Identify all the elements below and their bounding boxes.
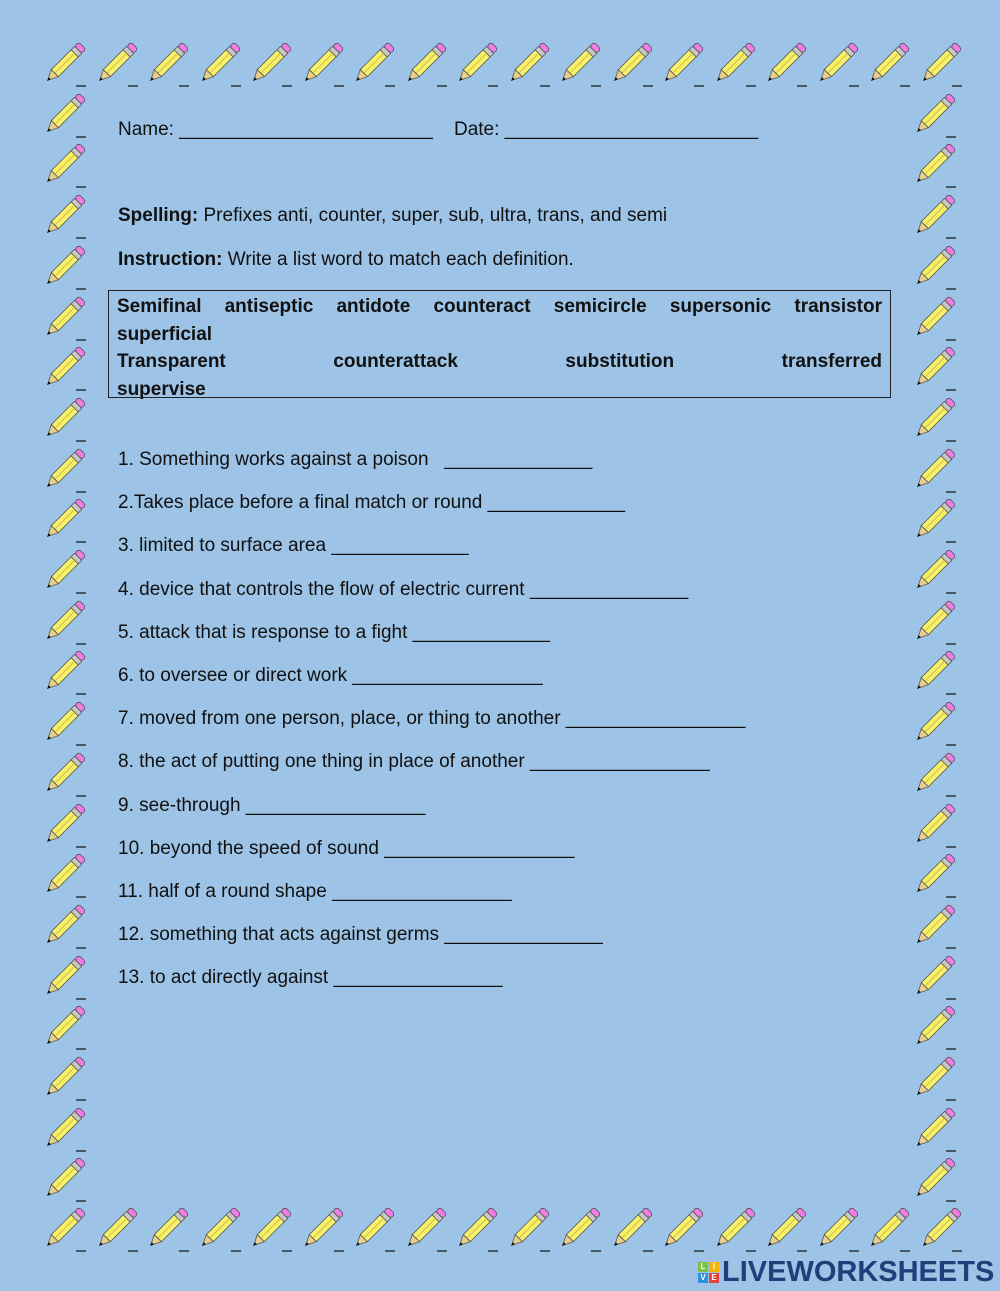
badge-letter: L xyxy=(698,1262,708,1272)
pencil-icon xyxy=(40,1105,88,1153)
pencil-icon xyxy=(710,40,758,88)
pencil-icon xyxy=(910,294,958,342)
pencil-icon xyxy=(40,1155,88,1203)
pencil-icon xyxy=(813,40,861,88)
pencil-icon xyxy=(40,446,88,494)
instruction-line xyxy=(118,249,574,271)
pencil-icon xyxy=(452,40,500,88)
pencil-icon xyxy=(910,598,958,646)
pencil-icon xyxy=(916,1205,964,1253)
pencil-icon xyxy=(40,648,88,696)
pencil-icon xyxy=(40,243,88,291)
pencil-icon xyxy=(910,851,958,899)
pencil-icon xyxy=(40,851,88,899)
pencil-icon xyxy=(40,902,88,950)
pencil-icon xyxy=(246,1205,294,1253)
pencil-icon xyxy=(40,141,88,189)
pencil-icon xyxy=(246,40,294,88)
pencil-icon xyxy=(910,496,958,544)
pencil-icon xyxy=(40,801,88,849)
pencil-icon xyxy=(910,192,958,240)
pencil-icon xyxy=(910,243,958,291)
word-list-line: superficial xyxy=(117,323,213,345)
pencil-icon xyxy=(40,192,88,240)
question-8[interactable]: 8. the act of putting one thing in place of another _________________ xyxy=(118,751,710,773)
pencil-icon xyxy=(40,598,88,646)
spelling-label: Spelling: xyxy=(118,205,199,226)
pencil-icon xyxy=(143,1205,191,1253)
pencil-icon xyxy=(504,40,552,88)
question-10[interactable]: 10. beyond the speed of sound __________________ xyxy=(118,837,575,859)
liveworksheets-logo xyxy=(698,1256,994,1289)
pencil-icon xyxy=(452,1205,500,1253)
pencil-icon xyxy=(910,648,958,696)
badge-letter: I xyxy=(709,1262,719,1272)
spelling-line xyxy=(118,205,667,227)
pencil-icon xyxy=(40,750,88,798)
question-11[interactable]: 11. half of a round shape _________________ xyxy=(118,881,512,902)
pencil-icon xyxy=(195,40,243,88)
pencil-icon xyxy=(143,40,191,88)
pencil-icon xyxy=(910,1054,958,1102)
pencil-icon xyxy=(864,1205,912,1253)
spelling-text: Prefixes anti, counter, super, sub, ultra, trans, and semi xyxy=(198,205,668,226)
pencil-icon xyxy=(298,1205,346,1253)
name-label: Name: ________________________ xyxy=(118,119,433,140)
pencil-icon xyxy=(40,496,88,544)
pencil-icon xyxy=(401,40,449,88)
pencil-icon xyxy=(607,1205,655,1253)
word-list-box xyxy=(108,290,891,398)
pencil-icon xyxy=(607,40,655,88)
pencil-icon xyxy=(910,395,958,443)
pencil-icon xyxy=(813,1205,861,1253)
question-3[interactable]: 3. limited to surface area _____________ xyxy=(118,535,469,557)
pencil-icon xyxy=(40,1003,88,1051)
pencil-icon xyxy=(910,902,958,950)
badge-letter: E xyxy=(709,1273,719,1283)
pencil-icon xyxy=(916,40,964,88)
pencil-icon xyxy=(910,1003,958,1051)
pencil-icon xyxy=(910,547,958,595)
pencil-icon xyxy=(92,1205,140,1253)
pencil-icon xyxy=(910,953,958,1001)
pencil-icon xyxy=(504,1205,552,1253)
pencil-icon xyxy=(40,953,88,1001)
logo-text: LIVEWORKSHEETS xyxy=(722,1256,995,1288)
instruction-label: Instruction: xyxy=(118,249,223,270)
instruction-text: Write a list word to match each definition. xyxy=(222,249,574,270)
pencil-icon xyxy=(761,40,809,88)
pencil-icon xyxy=(40,344,88,392)
pencil-icon xyxy=(658,1205,706,1253)
pencil-icon xyxy=(910,801,958,849)
word-list-line: Semifinal antiseptic antidote counteract semicircle supersonic transistor xyxy=(117,296,882,317)
pencil-icon xyxy=(910,1105,958,1153)
pencil-icon xyxy=(298,40,346,88)
pencil-icon xyxy=(40,395,88,443)
pencil-icon xyxy=(40,40,88,88)
pencil-icon xyxy=(910,344,958,392)
pencil-icon xyxy=(92,40,140,88)
pencil-icon xyxy=(40,91,88,139)
pencil-icon xyxy=(349,1205,397,1253)
pencil-icon xyxy=(910,91,958,139)
pencil-icon xyxy=(910,446,958,494)
word-list-line: Transparent counterattack substitution transferred xyxy=(117,351,882,372)
pencil-icon xyxy=(40,294,88,342)
question-13[interactable]: 13. to act directly against ________________ xyxy=(118,967,503,989)
question-9[interactable]: 9. see-through _________________ xyxy=(118,794,426,816)
date-label: Date: ________________________ xyxy=(453,119,759,140)
pencil-icon xyxy=(910,750,958,798)
pencil-icon xyxy=(710,1205,758,1253)
name-field[interactable] xyxy=(118,119,758,141)
word-list-line: supervise xyxy=(117,378,206,400)
pencil-icon xyxy=(401,1205,449,1253)
pencil-icon xyxy=(910,141,958,189)
question-5[interactable]: 5. attack that is response to a fight _____________ xyxy=(118,621,551,643)
pencil-icon xyxy=(349,40,397,88)
question-12[interactable]: 12. something that acts against germs _______________ xyxy=(118,924,603,946)
pencil-icon xyxy=(910,699,958,747)
pencil-icon xyxy=(658,40,706,88)
badge-letter: V xyxy=(698,1273,708,1283)
question-6[interactable]: 6. to oversee or direct work __________________ xyxy=(118,665,543,686)
pencil-icon xyxy=(40,1054,88,1102)
pencil-icon xyxy=(40,547,88,595)
pencil-icon xyxy=(761,1205,809,1253)
question-1[interactable]: 1. Something works against a poison ______________ xyxy=(118,449,593,470)
live-badge-icon xyxy=(698,1262,719,1283)
pencil-icon xyxy=(864,40,912,88)
pencil-icon xyxy=(555,1205,603,1253)
pencil-icon xyxy=(40,1205,88,1253)
question-7[interactable]: 7. moved from one person, place, or thing to another _________________ xyxy=(118,708,746,730)
pencil-icon xyxy=(910,1155,958,1203)
pencil-icon xyxy=(195,1205,243,1253)
pencil-icon xyxy=(555,40,603,88)
question-4[interactable]: 4. device that controls the flow of electric current _______________ xyxy=(118,578,689,600)
pencil-icon xyxy=(40,699,88,747)
question-2[interactable]: 2.Takes place before a final match or round _____________ xyxy=(118,492,626,514)
